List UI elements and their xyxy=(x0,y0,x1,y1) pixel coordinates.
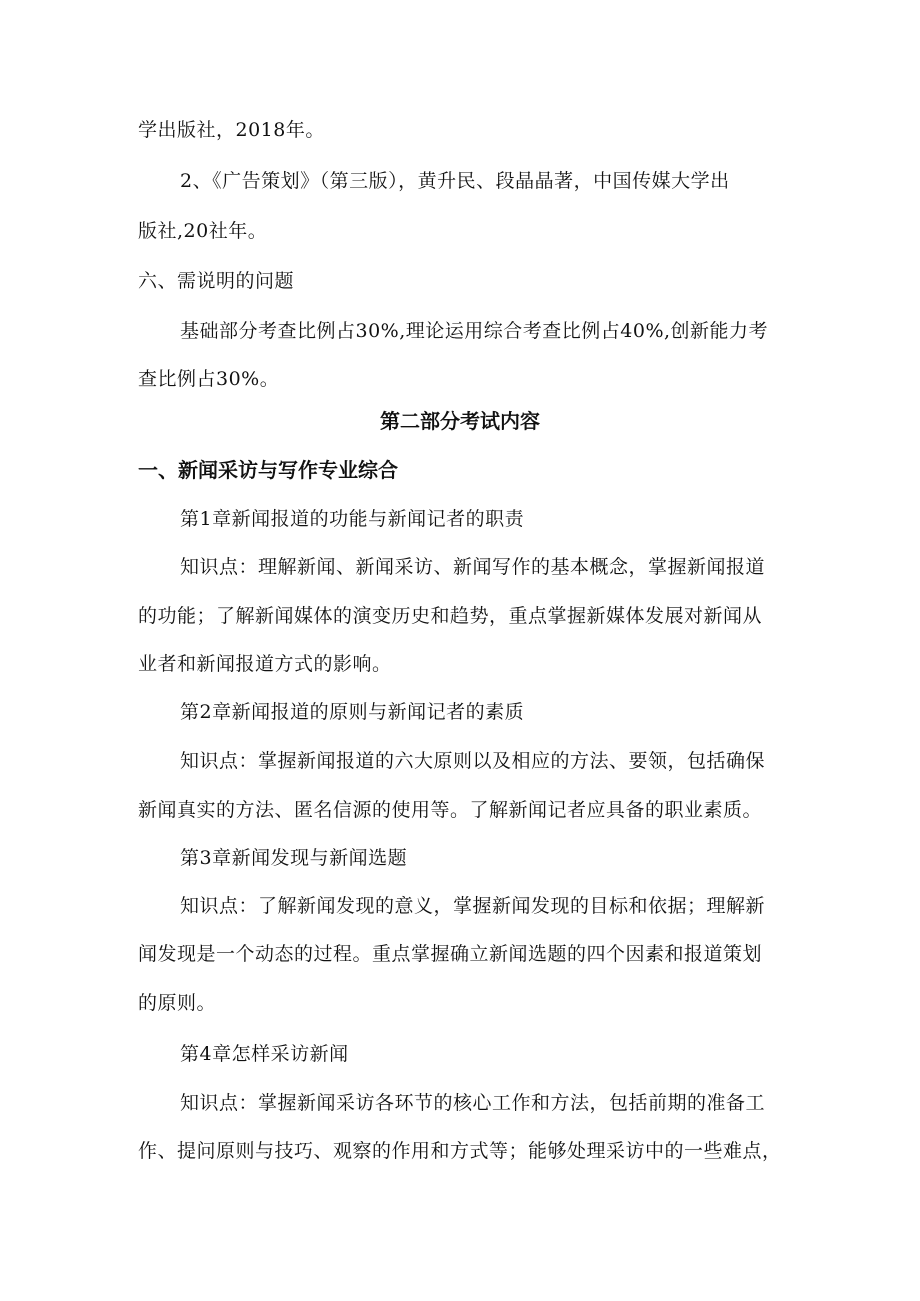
chapter-1-knowledge-line-1: 知识点：理解新闻、新闻采访、新闻写作的基本概念，掌握新闻报道 xyxy=(180,556,766,578)
chapter-4-knowledge-line-2: 作、提问原则与技巧、观察的作用和方式等；能够处理采访中的一些难点， xyxy=(138,1140,782,1162)
chapter-3-title: 第3章新闻发现与新闻选题 xyxy=(180,847,408,869)
chapter-1-knowledge-line-3: 业者和新闻报道方式的影响。 xyxy=(138,653,392,675)
reference-2-line-1: 2、《广告策划》（第三版），黄升民、段晶晶著，中国传媒大学出 xyxy=(180,170,730,192)
chapter-3-knowledge-line-2: 闻发现是一个动态的过程。重点掌握确立新闻选题的四个因素和报道策划 xyxy=(138,943,763,965)
chapter-2-title: 第2章新闻报道的原则与新闻记者的素质 xyxy=(180,701,525,723)
chapter-4-title: 第4章怎样采访新闻 xyxy=(180,1043,349,1065)
chapter-2-knowledge-line-1: 知识点：掌握新闻报道的六大原则以及相应的方法、要领，包括确保 xyxy=(180,750,766,772)
notes-paragraph-line-2: 查比例占30%。 xyxy=(138,368,280,390)
chapter-1-title: 第1章新闻报道的功能与新闻记者的职责 xyxy=(180,508,525,530)
chapter-2-knowledge-line-2: 新闻真实的方法、匿名信源的使用等。了解新闻记者应具备的职业素质。 xyxy=(138,799,763,821)
reference-2-line-2: 版社,20社年。 xyxy=(138,220,268,242)
reference-1-continuation: 学出版社，2018年。 xyxy=(138,119,325,141)
chapter-3-knowledge-line-1: 知识点：了解新闻发现的意义，掌握新闻发现的目标和依据；理解新 xyxy=(180,895,766,917)
section-one-heading: 一、新闻采访与写作专业综合 xyxy=(138,458,398,482)
section-six-heading: 六、需说明的问题 xyxy=(138,270,295,292)
chapter-3-knowledge-line-3: 的原则。 xyxy=(138,992,217,1014)
chapter-4-knowledge-line-1: 知识点：掌握新闻采访各环节的核心工作和方法，包括前期的准备工 xyxy=(180,1092,766,1114)
chapter-1-knowledge-line-2: 的功能；了解新闻媒体的演变历史和趋势，重点掌握新媒体发展对新闻从 xyxy=(138,605,763,627)
part-two-title: 第二部分考试内容 xyxy=(380,409,540,433)
notes-paragraph-line-1: 基础部分考查比例占30%,理论运用综合考查比例占40%,创新能力考 xyxy=(180,320,769,342)
